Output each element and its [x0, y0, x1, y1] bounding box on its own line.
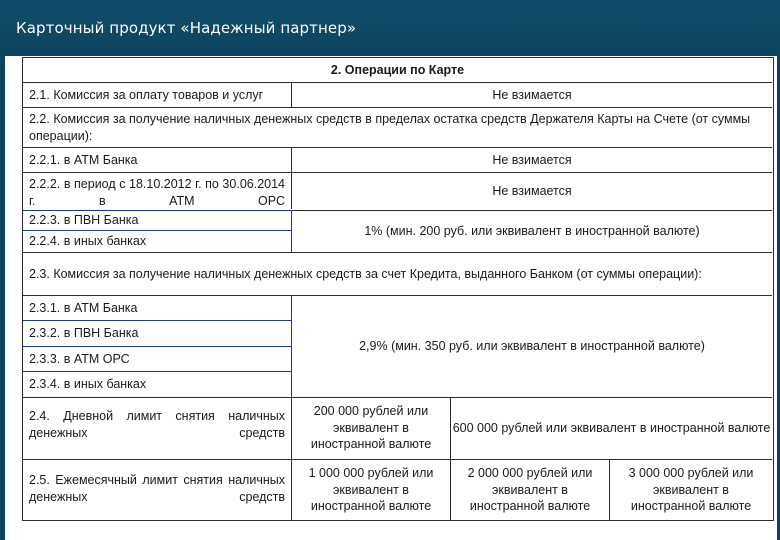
slide-header	[0, 0, 780, 56]
row-2-2-2-value: Не взимается	[492, 183, 572, 198]
row-2-3-3-label: 2.3.3. в АТМ ОРС	[29, 351, 130, 366]
row-2-3-4-label: 2.3.4. в иных банках	[29, 376, 147, 391]
row-2-2-2-label: 2.2.2. в период с 18.10.2012 г. по 30.06.2014 г. в АТМ ОРС	[29, 177, 285, 208]
row-2-4-label: 2.4. Дневной лимит снятия наличных денежных средств	[29, 409, 285, 440]
row-2-4-value-2: 600 000 рублей или эквивалент в иностранной валюте	[452, 420, 771, 435]
col-divider	[291, 295, 292, 397]
row-2-5-label: 2.5. Ежемесячный лимит снятия наличных денежных средств	[29, 473, 285, 504]
section-title: 2. Операции по Карте	[330, 62, 465, 77]
row-2-3-2-label: 2.3.2. в ПВН Банка	[29, 325, 139, 340]
tariff-table	[22, 57, 774, 521]
row-2-5-value-2: 2 000 000 рублей или эквивалент в иностранной валюте	[467, 466, 593, 514]
row-2-1-label: 2.1. Комиссия за оплату товаров и услуг	[29, 87, 264, 102]
group-2-3-value: 2,9% (мин. 350 руб. или эквивалент в иностранной валюте)	[359, 338, 705, 353]
row-2-2-text: 2.2. Комиссия за получение наличных денежных средств в пределах остатка средств Держателя Карты на Счете (от суммы операции):	[29, 112, 751, 143]
col-divider	[609, 459, 610, 521]
row-divider	[23, 107, 772, 108]
slide-title: Карточный продукт «Надежный партнер»	[16, 19, 357, 37]
group-2-2-3-4-value: 1% (мин. 200 руб. или эквивалент в иностранной валюте)	[364, 223, 700, 238]
row-2-5-value-3: 3 000 000 рублей или эквивалент в иностранной валюте	[628, 466, 754, 514]
row-2-3-1-label: 2.3.1. в АТМ Банка	[29, 300, 138, 315]
left-accent-bar	[0, 56, 5, 540]
row-2-2-1-label: 2.2.1. в АТМ Банка	[29, 152, 138, 167]
row-2-5-value-1: 1 000 000 рублей или эквивалент в иностранной валюте	[308, 466, 434, 514]
row-2-2-1-value: Не взимается	[492, 152, 572, 167]
row-2-2-4-label: 2.2.4. в иных банках	[29, 233, 147, 248]
row-2-4-value-1: 200 000 рублей или эквивалент в иностранной валюте	[310, 404, 432, 452]
row-2-3-text: 2.3. Комиссия за получение наличных денежных средств за счет Кредита, выданного Банком (от суммы операции):	[29, 266, 702, 281]
row-2-1-value: Не взимается	[492, 87, 572, 102]
row-2-2-3-label: 2.2.3. в ПВН Банка	[29, 213, 139, 228]
col-divider	[291, 210, 292, 252]
row-divider	[23, 252, 772, 253]
col-divider	[291, 82, 292, 107]
